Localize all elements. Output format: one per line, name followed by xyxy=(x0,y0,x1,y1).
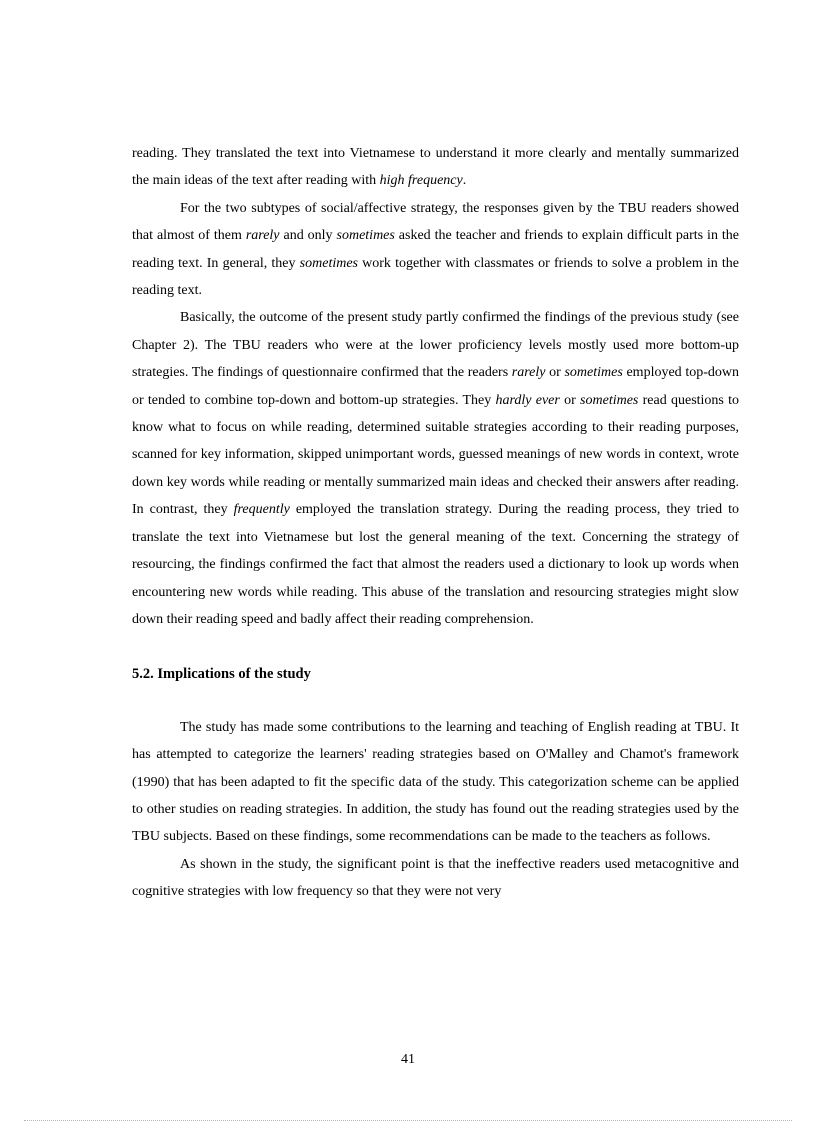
emphasis-text: high frequency xyxy=(379,173,463,189)
text-run: asked the teacher and friends to explain difficult parts in the reading text. In general, they xyxy=(132,228,740,271)
page-number: 41 xyxy=(401,1052,415,1067)
page-bottom-rule xyxy=(24,1120,792,1121)
text-run: read questions to know what to focus on while reading, determined suitable strategies according to their reading purposes, scanned for key information, skipped unimportant words, guessed meanings of new words in context, wrote down key words while reading or mentally summarized main ideas and checked their answers after reading. In contrast, they xyxy=(132,392,740,518)
emphasis-text: frequently xyxy=(233,502,290,518)
text-run: employed the translation strategy. During the reading process, they tried to translate the text into Vietnamese but lost the general meaning of the text. Concerning the strategy of resourcing, the findings confirmed the fact that almost the readers used a dictionary to look up words when encountering new words while reading. This abuse of the translation and resourcing strategies might slow down their reading speed and badly affect their reading comprehension. xyxy=(132,502,739,627)
text-run: As shown in the study, the significant point is that the ineffective readers used metacognitive and cognitive strategies with low frequency so that they were not very xyxy=(132,856,739,900)
text-run: work together with classmates or friends to solve a problem in the reading text. xyxy=(132,255,739,299)
paragraph xyxy=(132,714,739,851)
text-run: or xyxy=(545,365,565,381)
text-run: or xyxy=(559,392,581,408)
text-run: reading. They translated the text into Vietnamese to understand it more clearly and mentally summarized the main ideas of the text after reading with xyxy=(132,146,739,189)
emphasis-text: sometimes xyxy=(336,228,395,244)
text-run: . xyxy=(462,173,467,189)
paragraph-group-after-heading xyxy=(132,714,739,906)
paragraph xyxy=(132,304,739,633)
text-run: Basically, the outcome of the present study partly confirmed the findings of the previous study (see Chapter 2). The TBU readers who were at the lower proficiency levels mostly used more bottom-up strategies. The findings of questionnaire confirmed that the readers xyxy=(132,310,739,381)
emphasis-text: rarely xyxy=(511,365,546,381)
emphasis-text: sometimes xyxy=(299,255,358,271)
emphasis-text: rarely xyxy=(245,228,280,244)
emphasis-text: sometimes xyxy=(564,365,623,381)
text-run: employed top-down or tended to combine top-down and bottom-up strategies. They xyxy=(132,365,739,408)
paragraph xyxy=(132,195,739,305)
section-heading: 5.2. Implications of the study xyxy=(132,666,311,683)
document-body xyxy=(132,140,739,906)
paragraph-group-before-heading xyxy=(132,140,739,633)
emphasis-text: sometimes xyxy=(580,392,639,408)
text-run: The study has made some contributions to the learning and teaching of English reading at TBU. It has attempted to categorize the learners' reading strategies based on O'Malley and Chamot's framework (1990) that has been adapted to fit the specific data of the study. This categorization scheme can be applied to other studies on reading strategies. In addition, the study has found out the reading strategies used by the TBU subjects. Based on these findings, some recommendations can be made to the teachers as follows. xyxy=(132,719,739,845)
emphasis-text: hardly ever xyxy=(495,392,560,408)
text-run: For the two subtypes of social/affective strategy, the responses given by the TBU readers showed that almost of them xyxy=(132,200,739,244)
paragraph xyxy=(132,140,739,195)
text-run: and only xyxy=(279,228,337,244)
paragraph xyxy=(132,851,739,906)
